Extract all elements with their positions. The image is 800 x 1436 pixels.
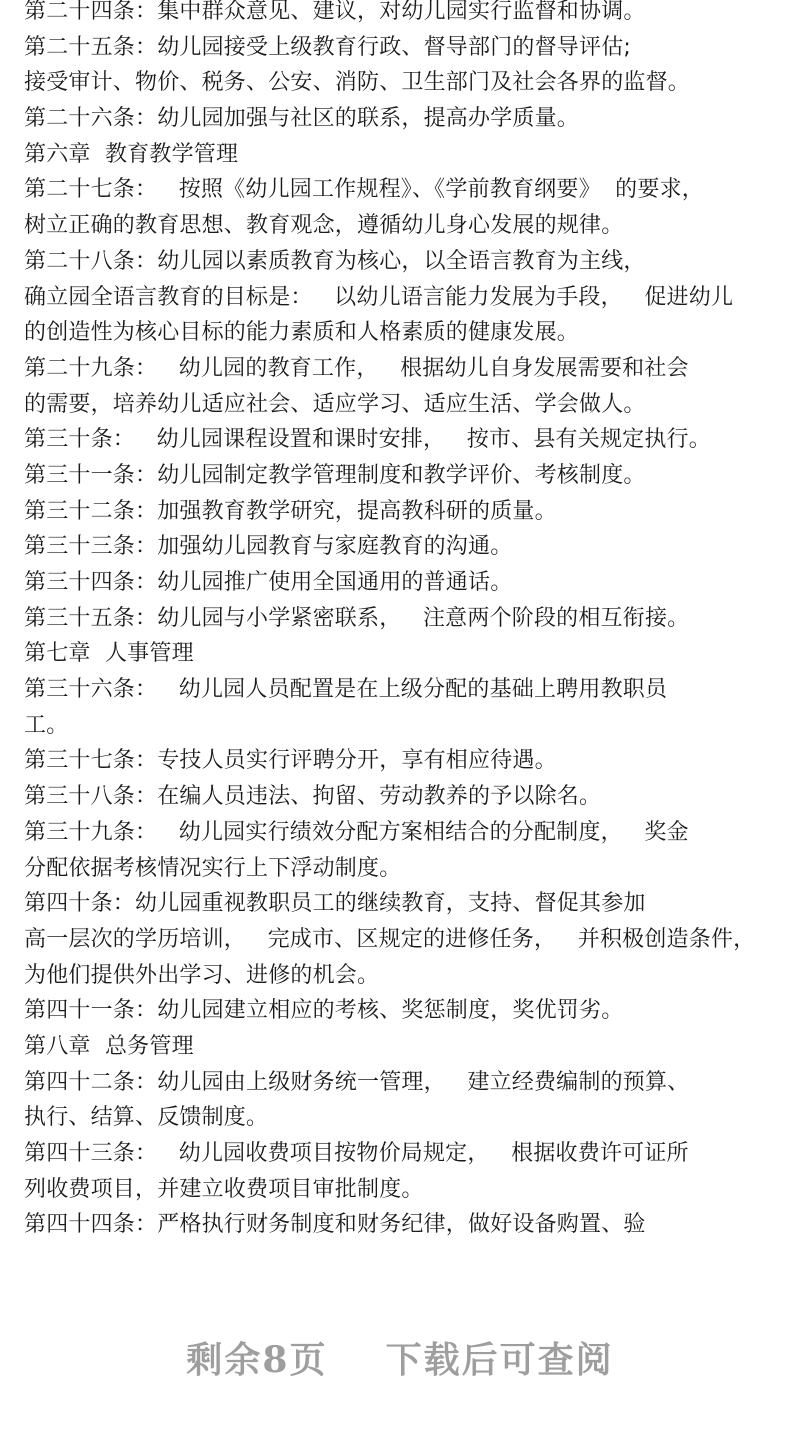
text-line: 第四十四条：严格执行财务制度和财务纪律，做好设备购置、验 [24,1212,646,1238]
text-line: 第三十一条：幼儿园制定教学管理制度和教学评价、考核制度。 [24,462,646,488]
chapter-heading: 第八章 总务管理 [24,1033,194,1059]
text-line: 第二十七条： 按照《幼儿园工作规程》、《学前教育纲要》 的要求， [24,177,704,203]
chapter-heading: 第七章 人事管理 [24,641,194,667]
text-line: 第三十五条：幼儿园与小学紧密联系， 注意两个阶段的相互衔接。 [24,605,690,631]
text-line: 第二十五条：幼儿园接受上级教育行政、督导部门的督导评估; [24,34,632,60]
text-line: 的需要，培养幼儿适应社会、适应学习、适应生活、学会做人。 [24,391,646,417]
text-line: 为他们提供外出学习、进修的机会。 [24,962,380,988]
text-line: 第三十六条： 幼儿园人员配置是在上级分配的基础上聘用教职员 [24,677,668,703]
text-line: 第二十六条：幼儿园加强与社区的联系，提高办学质量。 [24,106,580,132]
text-line: 第四十三条： 幼儿园收费项目按物价局规定， 根据收费许可证所 [24,1141,689,1166]
text-line: 第三十三条：加强幼儿园教育与家庭教育的沟通。 [24,534,513,560]
remaining-pages-notice[interactable]: 剩余8页 下载后可查阅 [186,1339,614,1381]
text-line: 第二十八条：幼儿园以素质教育为核心，以全语言教育为主线， [24,248,646,274]
chapter-heading: 第六章 教育教学管理 [24,141,239,167]
text-line: 确立园全语言教育的目标是： 以幼儿语言能力发展为手段， 促进幼儿 [24,284,734,310]
text-line: 第四十一条：幼儿园建立相应的考核、奖惩制度，奖优罚劣。 [24,998,624,1024]
text-line: 第二十四条：集中群众意见、建议，对幼儿园实行监督和协调。 [24,0,646,24]
text-line: 第三十二条：加强教育教学研究，提高教科研的质量。 [24,498,557,524]
text-line: 第三十九条： 幼儿园实行绩效分配方案相结合的分配制度， 奖金 [24,819,689,845]
text-line: 工。 [24,712,69,738]
document-body [24,0,794,1243]
text-line: 第三十四条：幼儿园推广使用全国通用的普通话。 [24,570,513,595]
text-line: 第四十条：幼儿园重视教职员工的继续教育，支持、督促其参加 [24,891,646,917]
text-line: 接受审计、物价、税务、公安、消防、卫生部门及社会各界的监督。 [24,70,691,96]
text-line: 列收费项目，并建立收费项目审批制度。 [24,1176,424,1202]
text-line: 的创造性为核心目标的能力素质和人格素质的健康发展。 [24,320,580,346]
text-line: 第三十八条：在编人员违法、拘留、劳动教养的予以除名。 [24,784,602,810]
text-line: 第三十条： 幼儿园课程设置和课时安排， 按市、县有关规定执行。 [24,427,711,453]
text-line: 高一层次的学历培训， 完成市、区规定的进修任务， 并积极创造条件， [24,926,756,952]
text-line: 执行、结算、反馈制度。 [24,1105,269,1131]
text-line: 树立正确的教育思想、教育观念，遵循幼儿身心发展的规律。 [24,213,624,239]
text-line: 第三十七条：专技人员实行评聘分开，享有相应待遇。 [24,748,557,774]
text-line: 分配依据考核情况实行上下浮动制度。 [24,855,402,881]
text-line: 第二十九条： 幼儿园的教育工作， 根据幼儿自身发展需要和社会 [24,355,689,381]
text-line: 第四十二条：幼儿园由上级财务统一管理， 建立经费编制的预算、 [24,1069,690,1095]
